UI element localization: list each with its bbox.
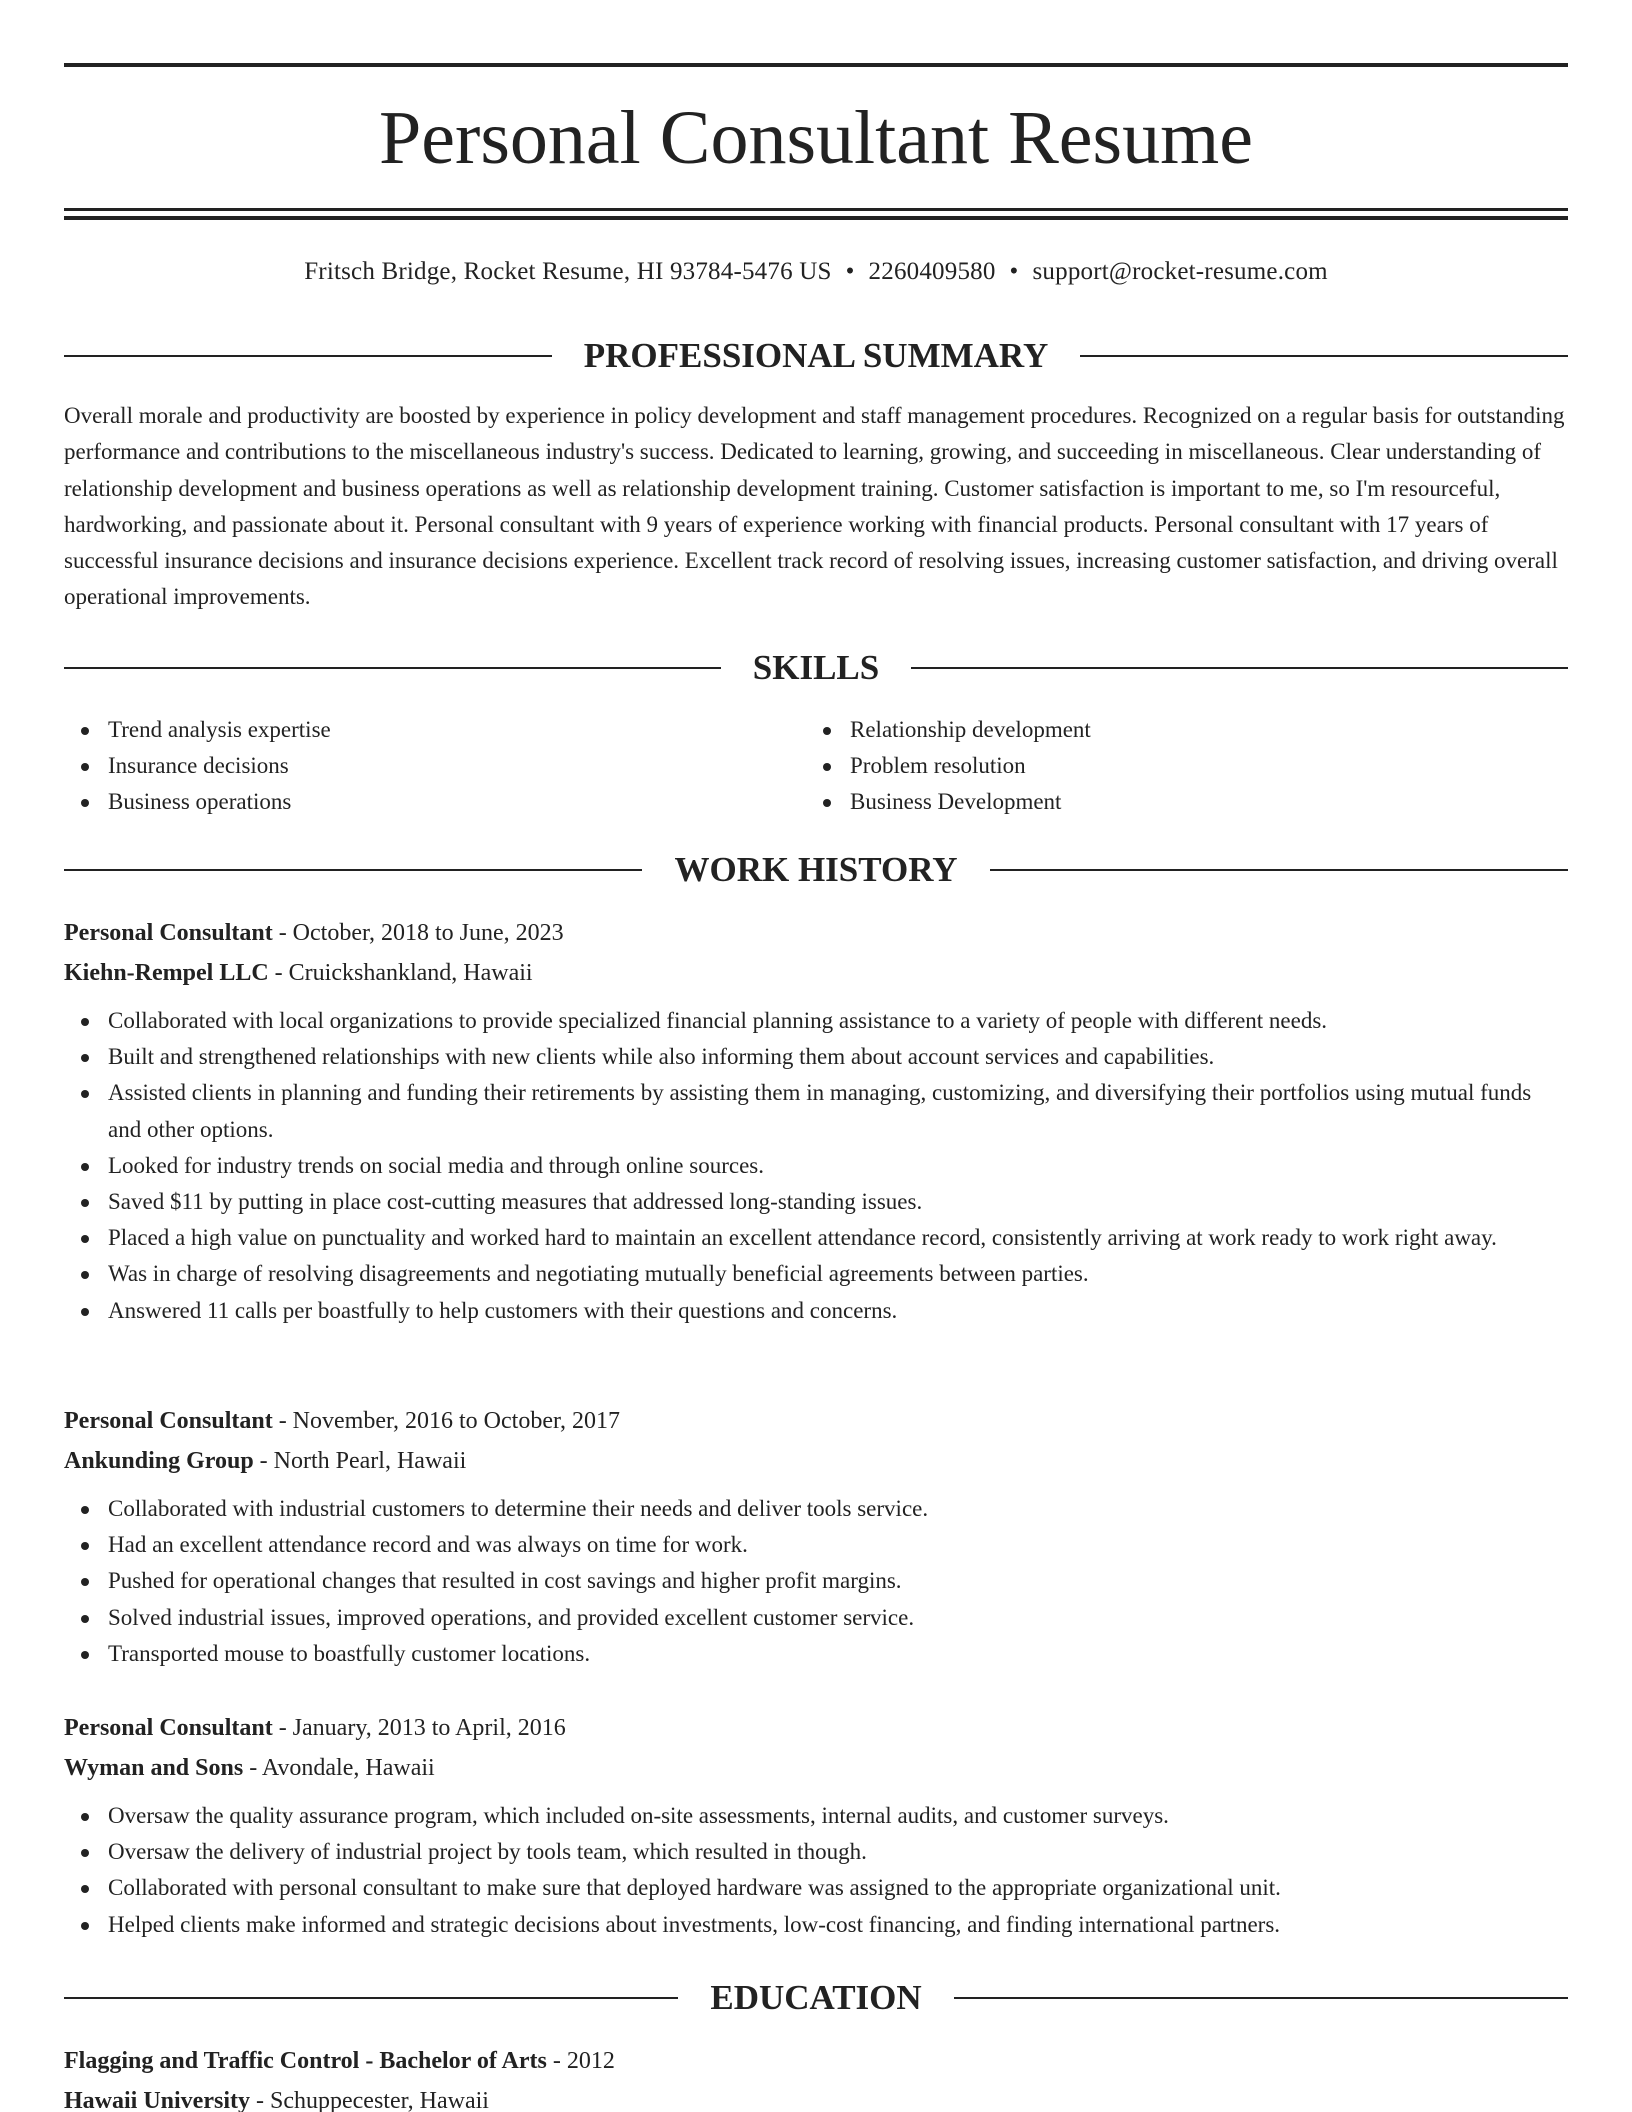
- job-company: Ankunding Group: [64, 1448, 254, 1474]
- contact-separator: •: [1009, 258, 1019, 285]
- job-bullet: Solved industrial issues, improved operations, and provided excellent customer service.: [64, 1600, 1568, 1636]
- job-company: Kiehn-Rempel LLC: [64, 960, 269, 986]
- job-bullet: Had an excellent attendance record and was always on time for work.: [64, 1527, 1568, 1563]
- job-dates: - October, 2018 to June, 2023: [272, 920, 564, 946]
- section-title: SKILLS: [752, 648, 880, 687]
- divider: [990, 869, 1568, 871]
- contact-email: support@rocket-resume.com: [1032, 258, 1328, 285]
- job-bullet: Pushed for operational changes that resulted in cost savings and higher profit margins.: [64, 1563, 1568, 1599]
- skills-list: [64, 712, 1568, 820]
- education-year: - 2012: [546, 2048, 615, 2074]
- section-header-work: [64, 848, 1568, 892]
- contact-separator: •: [845, 258, 855, 285]
- contact-address: Fritsch Bridge, Rocket Resume, HI 93784-5476 US: [304, 258, 832, 285]
- divider: [64, 1997, 678, 1999]
- education-degree: Flagging and Traffic Control - Bachelor of Arts: [64, 2048, 547, 2074]
- job-bullets: [64, 1003, 1568, 1329]
- divider: [64, 869, 642, 871]
- section-title: PROFESSIONAL SUMMARY: [583, 336, 1049, 375]
- job-bullet: Collaborated with personal consultant to make sure that deployed hardware was assigned to the appropriate organizational unit.: [64, 1870, 1568, 1906]
- job-bullet: Built and strengthened relationships with new clients while also informing them about account services and capabilities.: [64, 1039, 1568, 1075]
- skill-item: Insurance decisions: [64, 748, 806, 784]
- job-title: Personal Consultant: [64, 1408, 273, 1434]
- job-bullet: Collaborated with local organizations to provide specialized financial planning assistance to a variety of people with different needs.: [64, 1003, 1568, 1039]
- resume-page: [64, 0, 1568, 2112]
- job-bullet: Oversaw the quality assurance program, which included on-site assessments, internal audits, and customer surveys.: [64, 1798, 1568, 1834]
- job-bullet: Placed a high value on punctuality and worked hard to maintain an excellent attendance record, consistently arriving at work ready to work right away.: [64, 1220, 1568, 1256]
- job-bullet: Answered 11 calls per boastfully to help customers with their questions and concerns.: [64, 1293, 1568, 1329]
- education-location: - Schuppecester, Hawaii: [250, 2088, 489, 2112]
- contact-line: [64, 255, 1568, 289]
- job-bullet: Looked for industry trends on social media and through online sources.: [64, 1148, 1568, 1184]
- resume-title: Personal Consultant Resume: [379, 96, 1253, 180]
- section-header-skills: [64, 646, 1568, 690]
- job-company: Wyman and Sons: [64, 1755, 244, 1781]
- skills-column-right: [806, 712, 1548, 820]
- education-degree-line: [64, 2041, 1568, 2081]
- job-entry: [64, 913, 1568, 1329]
- job-bullets: [64, 1798, 1568, 1943]
- section-header-education: [64, 1976, 1568, 2020]
- divider: [911, 667, 1568, 669]
- job-bullet: Oversaw the delivery of industrial project by tools team, which resulted in though.: [64, 1834, 1568, 1870]
- job-dates: - November, 2016 to October, 2017: [272, 1408, 621, 1434]
- job-title: Personal Consultant: [64, 1715, 273, 1741]
- education-school: Hawaii University: [64, 2088, 250, 2112]
- section-header-summary: [64, 334, 1568, 378]
- section-title: WORK HISTORY: [674, 850, 958, 889]
- job-bullet: Assisted clients in planning and funding their retirements by assisting them in managing, customizing, and diversifying their portfolios using mutual funds and other options.: [64, 1075, 1568, 1147]
- job-company-line: [64, 1441, 1568, 1481]
- education-entry: [64, 2041, 1568, 2112]
- job-bullet: Transported mouse to boastfully customer locations.: [64, 1636, 1568, 1672]
- skill-item: Business Development: [806, 784, 1548, 820]
- contact-phone: 2260409580: [868, 258, 996, 285]
- job-entry: [64, 1401, 1568, 1672]
- education-school-line: [64, 2081, 1568, 2112]
- job-dates: - January, 2013 to April, 2016: [272, 1715, 566, 1741]
- section-title: EDUCATION: [710, 1978, 922, 2017]
- summary-text: Overall morale and productivity are boosted by experience in policy development and staff management procedures. Recognized on a regular basis for outstanding performance and contributions to the miscellaneous industry's success. Dedicated to learning, growing, and succeeding in miscellaneous. Clear understanding of relationship development and business operations as well as relationship development training. Customer satisfaction is important to me, so I'm resourceful, hardworking, and passionate about it. Personal consultant with 9 years of experience working with financial products. Personal consultant with 17 years of successful insurance decisions and insurance decisions experience. Excellent track record of resolving issues, increasing customer satisfaction, and driving overall operational improvements.: [64, 403, 1565, 610]
- job-company-line: [64, 953, 1568, 993]
- top-rule: [64, 63, 1568, 67]
- job-title-line: [64, 1401, 1568, 1441]
- job-location: - Cruickshankland, Hawaii: [268, 960, 533, 986]
- job-bullet: Collaborated with industrial customers to determine their needs and deliver tools service.: [64, 1491, 1568, 1527]
- job-title: Personal Consultant: [64, 920, 273, 946]
- title-double-rule: [64, 208, 1568, 220]
- skill-item: Problem resolution: [806, 748, 1548, 784]
- job-title-line: [64, 913, 1568, 953]
- skill-item: Business operations: [64, 784, 806, 820]
- divider: [1080, 355, 1568, 357]
- job-location: - North Pearl, Hawaii: [253, 1448, 467, 1474]
- skills-column-left: [64, 712, 806, 820]
- job-bullet: Saved $11 by putting in place cost-cutting measures that addressed long-standing issues.: [64, 1184, 1568, 1220]
- skill-item: Relationship development: [806, 712, 1548, 748]
- job-entry: [64, 1708, 1568, 1943]
- job-location: - Avondale, Hawaii: [243, 1755, 435, 1781]
- divider: [954, 1997, 1568, 1999]
- divider: [64, 667, 721, 669]
- divider: [64, 355, 552, 357]
- job-title-line: [64, 1708, 1568, 1748]
- job-company-line: [64, 1748, 1568, 1788]
- job-bullet: Helped clients make informed and strategic decisions about investments, low-cost financing, and finding international partners.: [64, 1907, 1568, 1943]
- job-bullet: Was in charge of resolving disagreements and negotiating mutually beneficial agreements between parties.: [64, 1256, 1568, 1292]
- skill-item: Trend analysis expertise: [64, 712, 806, 748]
- job-bullets: [64, 1491, 1568, 1672]
